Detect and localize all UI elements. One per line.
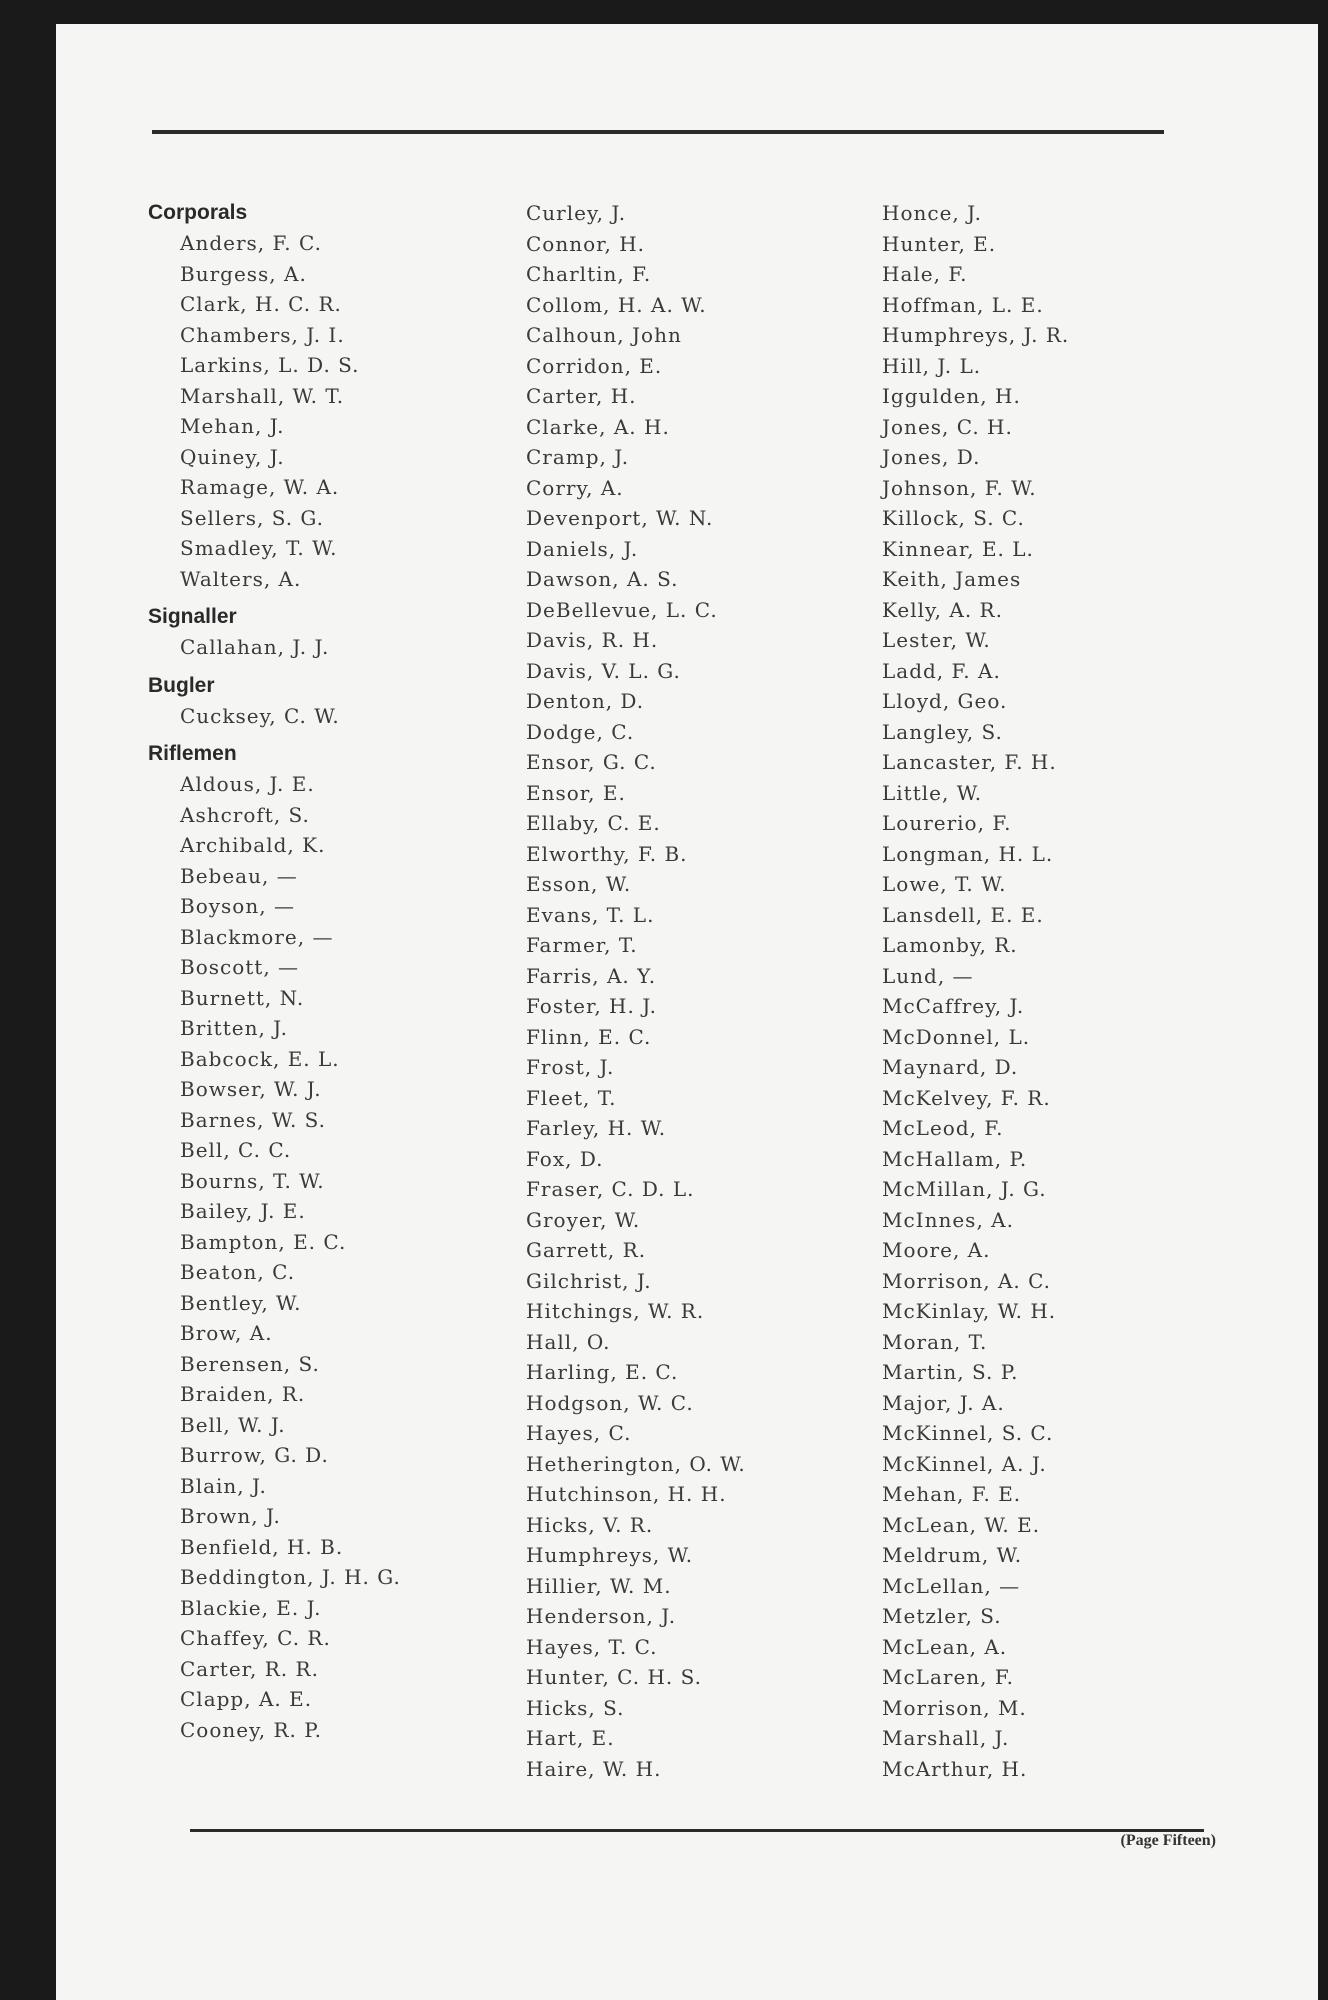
document-page <box>56 24 1318 2000</box>
roster-name: Lund, — <box>882 963 974 988</box>
roster-name: Dodge, C. <box>526 719 635 744</box>
roster-name: Frost, J. <box>526 1055 615 1079</box>
roster-name: McKelvey, F. R. <box>882 1085 1051 1110</box>
roster-name: Jones, C. H. <box>882 414 1013 439</box>
roster-name: Bailey, J. E. <box>180 1199 306 1223</box>
roster-name: Sellers, S. G. <box>180 505 325 530</box>
roster-name: Bowser, W. J. <box>180 1077 322 1101</box>
roster-name: Humphreys, J. R. <box>882 323 1070 347</box>
roster-name: Iggulden, H. <box>882 384 1021 408</box>
roster-name: Denton, D. <box>526 689 645 713</box>
roster-name: Moore, A. <box>882 1238 991 1262</box>
roster-name: Devenport, W. N. <box>526 506 714 530</box>
roster-name: Keith, James <box>882 567 1022 591</box>
roster-name: Carter, R. R. <box>180 1656 319 1681</box>
roster-name: Farris, A. Y. <box>526 963 657 988</box>
roster-name: Corridon, E. <box>526 353 663 378</box>
roster-name: Hicks, S. <box>526 1695 625 1720</box>
roster-name: McDonnel, L. <box>882 1024 1031 1049</box>
roster-name: Mehan, F. E. <box>882 1482 1022 1506</box>
roster-name: Jones, D. <box>882 445 981 469</box>
roster-name: Quiney, J. <box>180 444 285 469</box>
roster-name: Britten, J. <box>180 1016 288 1040</box>
roster-name: Dawson, A. S. <box>526 567 679 591</box>
roster-name: Henderson, J. <box>526 1604 677 1628</box>
roster-name: Marshall, W. T. <box>180 383 345 408</box>
roster-name: Aldous, J. E. <box>180 772 315 796</box>
roster-name: Lowe, T. W. <box>882 872 1007 896</box>
roster-name: Walters, A. <box>180 566 302 591</box>
section-heading: Riflemen <box>148 742 237 765</box>
roster-name: Maynard, D. <box>882 1055 1019 1079</box>
roster-name: Major, J. A. <box>882 1390 1005 1415</box>
roster-name: McLean, A. <box>882 1634 1008 1659</box>
column-2 <box>526 198 866 1784</box>
roster-name: Braiden, R. <box>180 1382 306 1406</box>
roster-name: Anders, F. C. <box>180 231 322 255</box>
roster-name: Hoffman, L. E. <box>882 292 1044 317</box>
roster-name: McKinlay, W. H. <box>882 1299 1057 1323</box>
roster-name: Archibald, K. <box>180 833 326 857</box>
roster-name: Fleet, T. <box>526 1085 617 1110</box>
roster-name: Groyer, W. <box>526 1207 641 1232</box>
roster-name: Beaton, C. <box>180 1260 296 1284</box>
roster-name: Hart, E. <box>526 1726 615 1750</box>
roster-name: Bentley, W. <box>180 1290 302 1315</box>
roster-name: McLean, W. E. <box>882 1512 1041 1537</box>
roster-name: McLellan, — <box>882 1573 1021 1598</box>
column-3 <box>882 198 1222 1784</box>
roster-name: Cucksey, C. W. <box>180 703 340 728</box>
roster-name: Hale, F. <box>882 262 968 286</box>
roster-name: Curley, J. <box>526 201 627 225</box>
roster-name: Corry, A. <box>526 475 624 500</box>
roster-name: Morrison, M. <box>882 1695 1027 1720</box>
roster-name: Lancaster, F. H. <box>882 750 1057 774</box>
roster-name: Johnson, F. W. <box>882 475 1037 500</box>
roster-name: Meldrum, W. <box>882 1543 1023 1567</box>
roster-name: Evans, T. L. <box>526 902 655 927</box>
roster-name: Davis, R. H. <box>526 628 659 652</box>
section-heading: Corporals <box>148 201 248 224</box>
roster-name: Kelly, A. R. <box>882 597 1003 622</box>
roster-name: Hall, O. <box>526 1329 611 1354</box>
roster-name: Gilchrist, J. <box>526 1268 652 1293</box>
roster-name: Martin, S. P. <box>882 1360 1019 1384</box>
roster-name: Ensor, E. <box>526 780 626 805</box>
roster-name: Morrison, A. C. <box>882 1268 1052 1293</box>
roster-name: Haire, W. H. <box>526 1756 662 1781</box>
roster-name: Honce, J. <box>882 201 982 225</box>
roster-name: McHallam, P. <box>882 1146 1028 1171</box>
column-1 <box>148 198 488 1745</box>
roster-name: Calhoun, John <box>526 323 682 347</box>
roster-name: Bebeau, — <box>180 863 298 888</box>
roster-name: Chaffey, C. R. <box>180 1626 331 1650</box>
roster-name: Burnett, N. <box>180 985 305 1010</box>
roster-name: Esson, W. <box>526 872 632 896</box>
roster-name: Cooney, R. P. <box>180 1717 322 1742</box>
roster-name: Flinn, E. C. <box>526 1024 652 1049</box>
page-number: (Page Fifteen) <box>1120 1832 1216 1849</box>
roster-name: McInnes, A. <box>882 1207 1014 1232</box>
roster-name: McKinnel, A. J. <box>882 1451 1047 1476</box>
roster-name: Hunter, E. <box>882 231 997 256</box>
roster-name: Burrow, G. D. <box>180 1443 329 1467</box>
roster-name: Lamonby, R. <box>882 933 1018 957</box>
roster-name: Lester, W. <box>882 628 991 652</box>
roster-name: McLaren, F. <box>882 1665 1014 1689</box>
roster-name: Connor, H. <box>526 231 646 256</box>
roster-name: McKinnel, S. C. <box>882 1421 1054 1445</box>
roster-name: Humphreys, W. <box>526 1543 694 1567</box>
roster-name: Berensen, S. <box>180 1351 320 1376</box>
roster-name: McLeod, F. <box>882 1116 1004 1140</box>
roster-name: Charltin, F. <box>526 262 652 286</box>
roster-name: Larkins, L. D. S. <box>180 353 360 377</box>
roster-name: Collom, H. A. W. <box>526 292 707 317</box>
roster-name: Moran, T. <box>882 1329 988 1354</box>
roster-name: Blain, J. <box>180 1473 267 1498</box>
roster-name: Hayes, C. <box>526 1421 632 1445</box>
roster-name: Ellaby, C. E. <box>526 811 661 835</box>
section-heading: Signaller <box>148 605 237 628</box>
roster-name: Brow, A. <box>180 1321 273 1345</box>
roster-name: Hodgson, W. C. <box>526 1390 694 1415</box>
roster-name: DeBellevue, L. C. <box>526 597 718 622</box>
roster-name: Bampton, E. C. <box>180 1229 347 1254</box>
roster-name: Hetherington, O. W. <box>526 1451 746 1476</box>
roster-name: Chambers, J. I. <box>180 322 345 347</box>
bottom-rule <box>190 1829 1204 1832</box>
roster-name: Hicks, V. R. <box>526 1512 654 1537</box>
roster-name: Fox, D. <box>526 1146 604 1171</box>
roster-name: Daniels, J. <box>526 536 639 561</box>
roster-name: Ensor, G. C. <box>526 750 657 774</box>
roster-name: Smadley, T. W. <box>180 536 338 560</box>
roster-name: Blackie, E. J. <box>180 1595 322 1620</box>
roster-name: Benfield, H. B. <box>180 1534 344 1559</box>
roster-name: Ashcroft, S. <box>180 802 310 827</box>
roster-name: Killock, S. C. <box>882 506 1025 530</box>
roster-name: Ladd, F. A. <box>882 658 1001 683</box>
roster-name: Babcock, E. L. <box>180 1046 340 1071</box>
roster-name: Callahan, J. J. <box>180 635 330 659</box>
roster-name: Hillier, W. M. <box>526 1573 672 1598</box>
roster-name: Boscott, — <box>180 955 300 979</box>
roster-name: Blackmore, — <box>180 924 334 949</box>
roster-name: Hill, J. L. <box>882 353 982 378</box>
section-heading: Bugler <box>148 673 215 697</box>
roster-name: Beddington, J. H. G. <box>180 1565 401 1589</box>
roster-name: Clark, H. C. R. <box>180 292 342 316</box>
roster-name: Elworthy, F. B. <box>526 841 688 866</box>
roster-name: Brown, J. <box>180 1504 281 1528</box>
roster-name: Boyson, — <box>180 894 295 918</box>
roster-name: Bell, W. J. <box>180 1412 286 1437</box>
roster-name: Langley, S. <box>882 719 1003 744</box>
roster-name: Hayes, T. C. <box>526 1634 658 1659</box>
roster-name: Fraser, C. D. L. <box>526 1177 695 1201</box>
roster-name: Hutchinson, H. H. <box>526 1482 727 1506</box>
roster-name: McMillan, J. G. <box>882 1177 1047 1201</box>
roster-name: Foster, H. J. <box>526 994 658 1018</box>
roster-name: Carter, H. <box>526 384 637 408</box>
roster-name: Barnes, W. S. <box>180 1107 326 1132</box>
roster-name: Longman, H. L. <box>882 841 1054 866</box>
roster-name: Clapp, A. E. <box>180 1687 313 1711</box>
roster-name: Hunter, C. H. S. <box>526 1665 702 1689</box>
roster-name: Mehan, J. <box>180 414 285 438</box>
roster-name: Metzler, S. <box>882 1604 1002 1628</box>
roster-name: Hitchings, W. R. <box>526 1299 705 1323</box>
roster-name: Ramage, W. A. <box>180 475 340 499</box>
roster-name: Little, W. <box>882 780 983 805</box>
roster-name: Farmer, T. <box>526 933 638 957</box>
top-rule <box>152 130 1164 134</box>
roster-name: Lloyd, Geo. <box>882 689 1008 713</box>
roster-name: Davis, V. L. G. <box>526 658 681 683</box>
roster-name: Marshall, J. <box>882 1726 1010 1750</box>
roster-name: Lansdell, E. E. <box>882 902 1044 927</box>
roster-name: Bourns, T. W. <box>180 1168 325 1193</box>
roster-name: Farley, H. W. <box>526 1116 667 1140</box>
roster-name: McCaffrey, J. <box>882 994 1025 1018</box>
roster-name: Burgess, A. <box>180 261 307 286</box>
roster-name: Harling, E. C. <box>526 1360 679 1384</box>
roster-name: Clarke, A. H. <box>526 414 670 439</box>
roster-name: McArthur, H. <box>882 1756 1028 1781</box>
roster-name: Kinnear, E. L. <box>882 536 1034 561</box>
roster-name: Lourerio, F. <box>882 811 1012 835</box>
roster-name: Bell, C. C. <box>180 1138 292 1162</box>
roster-name: Cramp, J. <box>526 445 630 469</box>
roster-name: Garrett, R. <box>526 1238 647 1262</box>
